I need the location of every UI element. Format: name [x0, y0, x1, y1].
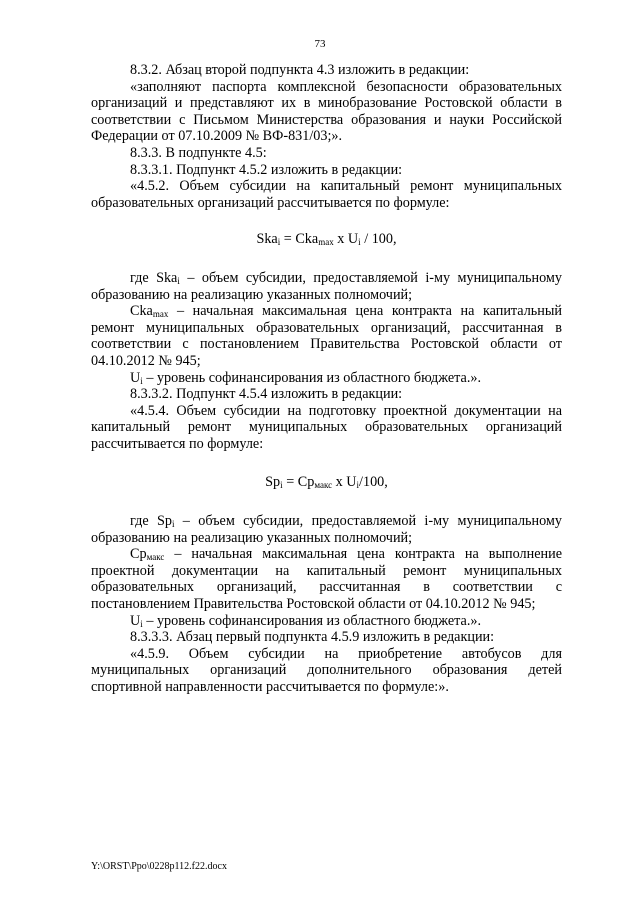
definition-u-2: [91, 613, 562, 630]
definition-u-1: [91, 370, 562, 387]
paragraph-4-5-4: «4.5.4. Объем субсидии на подготовку проектной документации на капитальный ремонт муниципальных образовательных организаций рассчитывается по формуле:: [91, 402, 562, 452]
formula-ska-max-sub: max: [318, 237, 334, 248]
definition-ska-term: где Ska: [130, 269, 178, 286]
paragraph-8-3-3: 8.3.3. В подпункте 4.5:: [130, 144, 267, 161]
paragraph-4-5-2: «4.5.2. Объем субсидии на капитальный ремонт муниципальных образовательных организаций рассчитывается по формуле:: [91, 178, 562, 211]
page-number: 73: [314, 38, 326, 50]
formula-ska-lhs: Ska: [256, 231, 278, 248]
definition-ska: [91, 270, 562, 303]
definition-ska-sub: i: [177, 275, 180, 286]
paragraph-quote-4-3: «заполняют паспорта комплексной безопасности образовательных организаций и представляют их в минобразование Ростовской области в соответствии с Письмом Министерства образования и науки Российской Федерации от 07.10.2009 № ВФ-831/03;».: [91, 78, 562, 145]
formula-sp-u-sub: i: [356, 480, 360, 491]
formula-ska-tail: / 100,: [360, 231, 397, 248]
paragraph-8-3-3-2: 8.3.3.2. Подпункт 4.5.4 изложить в редакции:: [130, 386, 403, 403]
footer-file-path: Y:\ORST\Ppo\0228p112.f22.docx: [91, 861, 227, 872]
definition-ska-text: – объем субсидии, предоставляемой i-му муниципальному образованию на реализацию указанных полномочий;: [91, 269, 562, 303]
definition-sp: [91, 513, 562, 546]
paragraph-8-3-3-1: 8.3.3.1. Подпункт 4.5.2 изложить в редакции:: [130, 161, 403, 178]
formula-ska-mult: x U: [333, 231, 359, 248]
definition-sp-term: где Sp: [130, 513, 172, 530]
definition-u2-text: – уровень софинансирования из областного бюджета.».: [142, 612, 482, 629]
definition-u2-term: U: [130, 612, 141, 629]
formula-sp: [91, 474, 562, 491]
document-body: [91, 62, 562, 696]
definition-u-sub: i: [140, 375, 143, 386]
formula-sp-lhs-sub: i: [280, 480, 283, 491]
definition-cka-text: – начальная максимальная цена контракта на капитальный ремонт муниципальных образовательных организаций, рассчитанная в соответствии с постановлением Правительства Ростовской области от 04.10.2012 № 945;: [91, 303, 562, 369]
formula-ska-u-sub: i: [358, 237, 361, 248]
paragraph-8-3-3-3: 8.3.3.3. Абзац первый подпункта 4.5.9 изложить в редакции:: [130, 629, 495, 646]
paragraph-8-3-2: 8.3.2. Абзац второй подпункта 4.3 изложить в редакции:: [130, 62, 470, 78]
definition-cp-maks: [91, 546, 562, 612]
formula-sp-mult: x U: [332, 474, 357, 491]
formula-sp-tail: /100,: [359, 474, 388, 491]
definition-sp-text: – объем субсидии, предоставляемой i-му муниципальному образованию на реализацию указанных полномочий;: [91, 513, 562, 546]
formula-ska-lhs-sub: i: [277, 237, 281, 248]
formula-sp-eq: = Cp: [282, 474, 315, 491]
formula-ska: [91, 231, 562, 248]
definition-cka-term: Cka: [130, 303, 153, 320]
definition-cka-sub: max: [152, 309, 169, 320]
formula-sp-maks-sub: макс: [314, 480, 333, 491]
formula-ska-eq: = Cka: [280, 231, 319, 248]
definition-cka-max: [91, 303, 562, 369]
definition-u2-sub: i: [140, 618, 143, 629]
formula-sp-lhs: Sp: [265, 474, 281, 491]
definition-sp-sub: i: [171, 519, 175, 530]
definition-cp-text: – начальная максимальная цена контракта на выполнение проектной документации на капитальный ремонт муниципальных образовательных организаций, рассчитанная в соответствии с постановлением Правительства Ростовской области от 04.10.2012 № 945;: [91, 546, 562, 613]
definition-cp-term: Cp: [130, 546, 147, 563]
paragraph-4-5-9: «4.5.9. Объем субсидии на приобретение автобусов для муниципальных организаций дополнительного образования детей спортивной направленности рассчитывается по формуле:».: [91, 645, 562, 695]
definition-u-text: – уровень софинансирования из областного бюджета.».: [142, 369, 482, 386]
definition-u-term: U: [130, 369, 141, 386]
definition-cp-sub: макс: [146, 552, 165, 563]
